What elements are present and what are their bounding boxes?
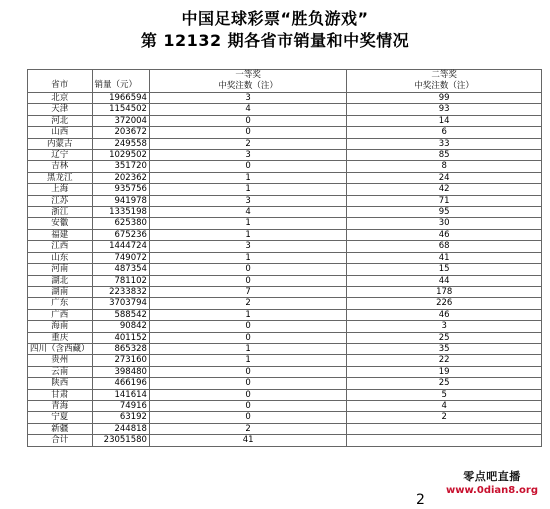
cell-first-prize: 0 [149, 412, 346, 423]
cell-second-prize: 19 [347, 366, 542, 377]
header-second-prize [347, 70, 542, 93]
cell-sales: 401152 [92, 332, 149, 343]
cell-second-prize: 41 [347, 252, 542, 263]
cell-first-prize: 0 [149, 378, 346, 389]
cell-first-prize: 1 [149, 218, 346, 229]
cell-sales: 63192 [92, 412, 149, 423]
header-first-prize [149, 70, 346, 93]
cell-sales: 23051580 [92, 435, 149, 446]
table-row [28, 435, 542, 446]
cell-second-prize: 8 [347, 161, 542, 172]
cell-first-prize: 2 [149, 423, 346, 434]
cell-sales: 2233832 [92, 286, 149, 297]
cell-second-prize: 46 [347, 229, 542, 240]
table-row [28, 321, 542, 332]
cell-second-prize: 44 [347, 275, 542, 286]
cell-sales: 865328 [92, 343, 149, 354]
cell-first-prize: 1 [149, 184, 346, 195]
table-row [28, 218, 542, 229]
title-line1: 中国足球彩票“胜负游戏” [181, 9, 369, 28]
header-sales: 销量（元） [92, 70, 149, 93]
cell-province: 陕西 [28, 378, 93, 389]
cell-second-prize: 25 [347, 332, 542, 343]
cell-second-prize: 5 [347, 389, 542, 400]
cell-sales: 935756 [92, 184, 149, 195]
table-row [28, 309, 542, 320]
cell-sales: 1335198 [92, 207, 149, 218]
cell-province: 浙江 [28, 207, 93, 218]
cell-province: 山东 [28, 252, 93, 263]
table-row [28, 127, 542, 138]
table-row [28, 195, 542, 206]
cell-second-prize: 2 [347, 412, 542, 423]
cell-first-prize: 3 [149, 195, 346, 206]
cell-province: 天津 [28, 104, 93, 115]
cell-sales: 90842 [92, 321, 149, 332]
cell-province: 河北 [28, 115, 93, 126]
header-second-prize-label: 二等奖 [431, 70, 457, 80]
table-row [28, 207, 542, 218]
table-row [28, 184, 542, 195]
cell-sales: 675236 [92, 229, 149, 240]
cell-second-prize: 93 [347, 104, 542, 115]
table-row [28, 150, 542, 161]
cell-province: 黑龙江 [28, 172, 93, 183]
table-row [28, 286, 542, 297]
cell-sales: 244818 [92, 423, 149, 434]
cell-second-prize: 33 [347, 138, 542, 149]
cell-province: 湖北 [28, 275, 93, 286]
cell-second-prize: 71 [347, 195, 542, 206]
cell-sales: 1444724 [92, 241, 149, 252]
cell-sales: 141614 [92, 389, 149, 400]
table-row [28, 161, 542, 172]
cell-second-prize: 15 [347, 264, 542, 275]
cell-first-prize: 7 [149, 286, 346, 297]
cell-first-prize: 0 [149, 400, 346, 411]
cell-province: 青海 [28, 400, 93, 411]
cell-sales: 1029502 [92, 150, 149, 161]
cell-sales: 625380 [92, 218, 149, 229]
table-row [28, 104, 542, 115]
cell-province: 云南 [28, 366, 93, 377]
cell-second-prize: 3 [347, 321, 542, 332]
cell-second-prize: 42 [347, 184, 542, 195]
cell-first-prize: 41 [149, 435, 346, 446]
cell-province: 山西 [28, 127, 93, 138]
cell-province: 江西 [28, 241, 93, 252]
cell-second-prize: 99 [347, 93, 542, 104]
cell-first-prize: 0 [149, 115, 346, 126]
cell-sales: 749072 [92, 252, 149, 263]
cell-province: 江苏 [28, 195, 93, 206]
cell-first-prize: 2 [149, 138, 346, 149]
cell-second-prize: 68 [347, 241, 542, 252]
table-row [28, 343, 542, 354]
table-row [28, 252, 542, 263]
cell-province: 福建 [28, 229, 93, 240]
header-second-prize-sub: 中奖注数（注） [414, 81, 474, 91]
cell-sales: 398480 [92, 366, 149, 377]
cell-province: 吉林 [28, 161, 93, 172]
header-province: 省市 [28, 70, 93, 93]
table-header-row [28, 70, 542, 93]
cell-province: 宁夏 [28, 412, 93, 423]
header-first-prize-label: 一等奖 [235, 70, 261, 80]
table-row [28, 115, 542, 126]
cell-sales: 781102 [92, 275, 149, 286]
cell-sales: 1966594 [92, 93, 149, 104]
table-row [28, 93, 542, 104]
cell-first-prize: 1 [149, 355, 346, 366]
cell-second-prize [347, 435, 542, 446]
cell-sales: 466196 [92, 378, 149, 389]
cell-second-prize: 95 [347, 207, 542, 218]
table-row [28, 366, 542, 377]
cell-second-prize: 46 [347, 309, 542, 320]
table-row [28, 355, 542, 366]
cell-first-prize: 0 [149, 321, 346, 332]
cell-sales: 1154502 [92, 104, 149, 115]
title-line2: 第 12132 期各省市销量和中奖情况 [140, 31, 410, 50]
cell-first-prize: 0 [149, 275, 346, 286]
cell-sales: 74916 [92, 400, 149, 411]
cell-sales: 941978 [92, 195, 149, 206]
cell-first-prize: 0 [149, 161, 346, 172]
table-row [28, 412, 542, 423]
cell-province: 新疆 [28, 423, 93, 434]
cell-first-prize: 3 [149, 241, 346, 252]
cell-province: 安徽 [28, 218, 93, 229]
cell-province: 河南 [28, 264, 93, 275]
table-row [28, 229, 542, 240]
cell-first-prize: 4 [149, 104, 346, 115]
cell-sales: 3703794 [92, 298, 149, 309]
cell-first-prize: 0 [149, 264, 346, 275]
cell-second-prize: 6 [347, 127, 542, 138]
table-row [28, 264, 542, 275]
cell-second-prize: 35 [347, 343, 542, 354]
table-row [28, 298, 542, 309]
cell-second-prize: 30 [347, 218, 542, 229]
cell-second-prize: 14 [347, 115, 542, 126]
cell-first-prize: 0 [149, 389, 346, 400]
table-row [28, 378, 542, 389]
cell-province: 贵州 [28, 355, 93, 366]
cell-province: 湖南 [28, 286, 93, 297]
logo-title: 零点吧直播 [463, 470, 521, 483]
cell-province: 海南 [28, 321, 93, 332]
cell-province: 四川（含西藏） [28, 343, 93, 354]
cell-first-prize: 1 [149, 229, 346, 240]
cell-first-prize: 1 [149, 343, 346, 354]
cell-province: 辽宁 [28, 150, 93, 161]
cell-province: 广西 [28, 309, 93, 320]
cell-sales: 249558 [92, 138, 149, 149]
cell-first-prize: 3 [149, 93, 346, 104]
table-row [28, 332, 542, 343]
cell-second-prize: 24 [347, 172, 542, 183]
sales-table [27, 69, 542, 447]
cell-first-prize: 1 [149, 309, 346, 320]
table-row [28, 389, 542, 400]
cell-sales: 372004 [92, 115, 149, 126]
cell-second-prize: 4 [347, 400, 542, 411]
cell-second-prize: 226 [347, 298, 542, 309]
table-row [28, 275, 542, 286]
cell-first-prize: 3 [149, 150, 346, 161]
cell-sales: 202362 [92, 172, 149, 183]
cell-second-prize [347, 423, 542, 434]
cell-first-prize: 1 [149, 172, 346, 183]
site-logo [436, 468, 548, 496]
cell-first-prize: 1 [149, 252, 346, 263]
cell-first-prize: 0 [149, 332, 346, 343]
header-first-prize-sub: 中奖注数（注） [218, 81, 278, 91]
cell-sales: 487354 [92, 264, 149, 275]
cell-second-prize: 178 [347, 286, 542, 297]
cell-province: 合计 [28, 435, 93, 446]
cell-province: 上海 [28, 184, 93, 195]
cell-sales: 203672 [92, 127, 149, 138]
cell-second-prize: 22 [347, 355, 542, 366]
cell-sales: 351720 [92, 161, 149, 172]
cell-sales: 588542 [92, 309, 149, 320]
cell-province: 广东 [28, 298, 93, 309]
cell-province: 重庆 [28, 332, 93, 343]
table-row [28, 172, 542, 183]
table-row [28, 400, 542, 411]
table-row [28, 241, 542, 252]
cell-first-prize: 0 [149, 127, 346, 138]
cell-first-prize: 0 [149, 366, 346, 377]
table-row [28, 423, 542, 434]
cell-second-prize: 85 [347, 150, 542, 161]
cell-province: 内蒙古 [28, 138, 93, 149]
page-number: 2 [416, 492, 425, 508]
cell-sales: 273160 [92, 355, 149, 366]
cell-first-prize: 2 [149, 298, 346, 309]
cell-first-prize: 4 [149, 207, 346, 218]
cell-second-prize: 25 [347, 378, 542, 389]
table-row [28, 138, 542, 149]
cell-province: 北京 [28, 93, 93, 104]
cell-province: 甘肃 [28, 389, 93, 400]
logo-url: www.0dian8.org [445, 485, 538, 496]
